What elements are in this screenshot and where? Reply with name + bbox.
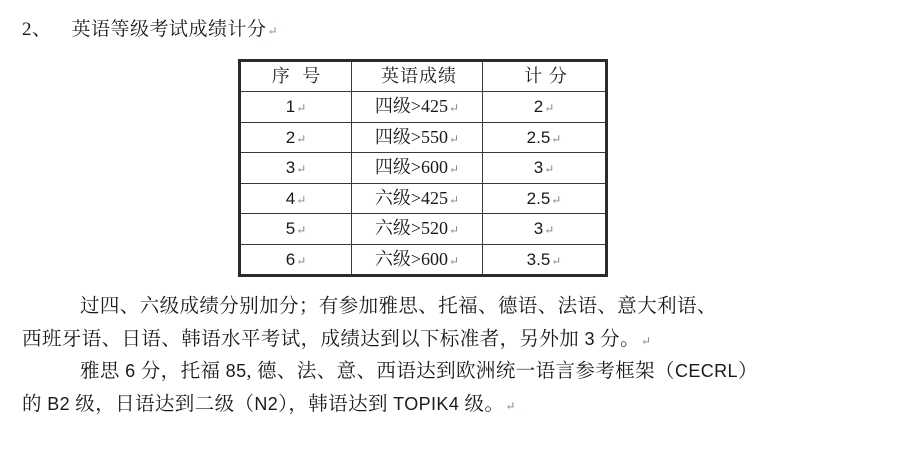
paragraph-mark-icon: ↵: [544, 162, 555, 176]
paragraph-2-line-1a: 雅思: [80, 361, 126, 383]
paragraph-1: [22, 291, 872, 323]
cell-value: 四级>425: [374, 96, 449, 116]
paragraph-1-continued: [22, 324, 872, 356]
paragraph-mark-icon: ↵: [449, 192, 460, 207]
paragraph-mark-icon: ↵: [296, 131, 307, 146]
cell-value: 四级>600: [374, 157, 449, 177]
paragraph-mark-icon: ↵: [296, 162, 307, 176]
paragraph-mark-icon: ↵: [544, 223, 555, 237]
cell-english-score: [352, 122, 483, 153]
paragraph-mark-icon: ↵: [449, 223, 460, 237]
column-header-english-score: 英语成绩: [352, 60, 483, 92]
cell-value: 2.5: [526, 127, 551, 147]
paragraph-1-line-1: 过四、六级成绩分别加分；有参加雅思、托福、德语、法语、意大利语、: [80, 296, 717, 317]
cell-value: 3: [285, 158, 296, 177]
cell-value: 6: [285, 249, 296, 269]
paragraph-mark-icon: ↵: [296, 101, 307, 115]
cecrl-label: CECRL: [674, 361, 738, 382]
topik4-level-label: TOPIK4: [393, 393, 460, 414]
cell-index: [240, 122, 352, 153]
paragraph-2-line-2b: 级，日语达到二级（: [70, 393, 255, 415]
cell-index: [240, 183, 352, 214]
cell-points: [483, 183, 607, 214]
column-header-points: 计 分: [483, 60, 607, 92]
section-number: 2、: [22, 19, 52, 40]
cell-value: 3: [533, 219, 544, 238]
paragraph-mark-icon: ↵: [505, 398, 516, 413]
body-text: [22, 291, 872, 420]
paragraph-mark-icon: ↵: [551, 192, 562, 207]
paragraph-1-line-2a: 西班牙语、日语、韩语水平考试，成绩达到以下标准者，另外加: [22, 328, 585, 350]
paragraph-2-line-2d: 级。: [459, 393, 505, 415]
cell-english-score: [352, 183, 483, 214]
table-header-row: [240, 60, 607, 92]
cell-points: [483, 153, 607, 184]
cell-value: 2: [533, 97, 544, 116]
cell-value: 1: [285, 97, 296, 116]
english-score-table: [238, 59, 608, 278]
paragraph-2-line-1d: ）: [737, 361, 758, 383]
cell-value: 六级>425: [374, 187, 449, 208]
cell-value: 3.5: [526, 249, 551, 269]
cell-index: [240, 92, 352, 123]
column-header-index: 序 号: [240, 60, 352, 92]
bonus-points-value: 3: [584, 328, 595, 349]
cell-value: 4: [285, 188, 296, 208]
paragraph-mark-icon: ↵: [449, 101, 460, 115]
cell-value: 2: [285, 127, 296, 147]
paragraph-mark-icon: ↵: [296, 223, 307, 237]
cell-value: 六级>600: [374, 248, 449, 269]
toefl-score-value: 85: [225, 361, 247, 382]
cell-points: [483, 122, 607, 153]
paragraph-1-line-2b: 分。: [594, 328, 640, 350]
cell-points: [483, 92, 607, 123]
cell-points: [483, 214, 607, 245]
paragraph-2-line-1c: , 德、法、意、西语达到欧洲统一语言参考框架（: [246, 361, 675, 383]
cell-value: 3: [533, 158, 544, 177]
cell-english-score: [352, 214, 483, 245]
cell-value: 2.5: [526, 188, 551, 208]
table-row: [240, 183, 607, 214]
cell-points: [483, 244, 607, 276]
paragraph-2: [22, 356, 872, 388]
paragraph-2-line-1b: 分，托福: [135, 361, 226, 383]
n2-level-label: N2: [254, 393, 279, 414]
paragraph-mark-icon: ↵: [449, 131, 460, 146]
paragraph-mark-icon: ↵: [267, 24, 279, 38]
paragraph-mark-icon: ↵: [296, 192, 307, 207]
table-row: [240, 153, 607, 184]
ielts-score-value: 6: [125, 361, 136, 382]
score-table-container: [22, 59, 872, 278]
paragraph-2-line-2a: 的: [22, 393, 48, 415]
paragraph-mark-icon: ↵: [449, 253, 460, 268]
table-row: [240, 244, 607, 276]
cell-english-score: [352, 92, 483, 123]
paragraph-mark-icon: ↵: [551, 131, 562, 146]
cell-index: [240, 244, 352, 276]
table-row: [240, 92, 607, 123]
paragraph-mark-icon: ↵: [551, 253, 562, 268]
paragraph-mark-icon: ↵: [544, 101, 555, 115]
cell-value: 5: [285, 219, 296, 238]
paragraph-2-continued: [22, 389, 872, 421]
cell-value: 四级>550: [374, 126, 449, 147]
paragraph-2-line-2c: ），韩语达到: [278, 393, 394, 415]
table-row: [240, 122, 607, 153]
paragraph-mark-icon: ↵: [296, 253, 307, 268]
cell-value: 六级>520: [374, 218, 449, 238]
paragraph-mark-icon: ↵: [449, 162, 460, 176]
cell-english-score: [352, 244, 483, 276]
paragraph-mark-icon: ↵: [640, 333, 652, 348]
cell-index: [240, 214, 352, 245]
section-heading: [22, 16, 872, 45]
table-row: [240, 214, 607, 245]
section-title: 英语等级考试成绩计分: [71, 19, 267, 40]
b2-level-label: B2: [47, 393, 71, 414]
cell-index: [240, 153, 352, 184]
cell-english-score: [352, 153, 483, 184]
